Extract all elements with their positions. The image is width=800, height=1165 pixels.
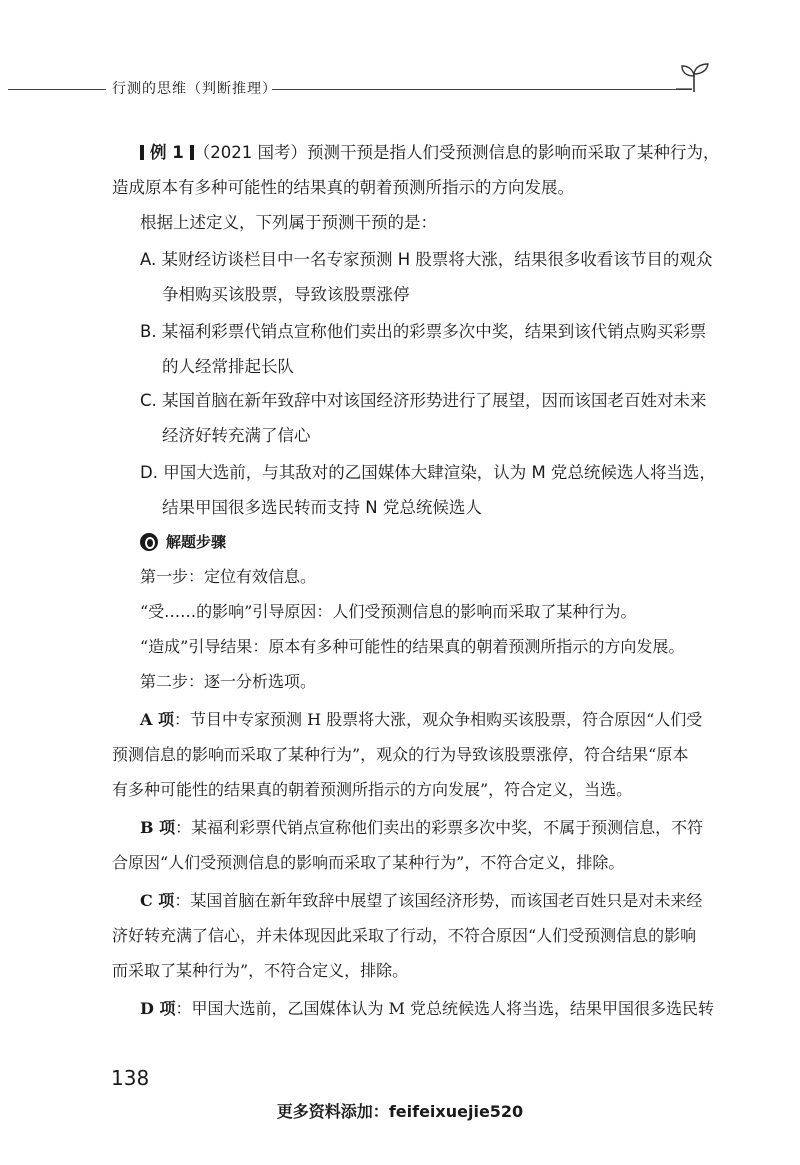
- analysis-a-line-2: 预测信息的影响而采取了某种行为”，观众的行为导致该股票涨停，符合结果“原本: [112, 745, 689, 764]
- header-rule-left: [8, 89, 106, 90]
- analysis-a-line-3: 有多种可能性的结果真的朝着预测所指示的方向发展”，符合定义，当选。: [112, 780, 633, 799]
- analysis-c-line-2: 济好转充满了信心，并未体现因此采取了行动，不符合原因“人们受预测信息的影响: [112, 926, 697, 945]
- analysis-d-line-1: D 项：甲国大选前，乙国媒体认为 M 党总统候选人将当选，结果甲国很多选民转: [140, 999, 715, 1018]
- example-stem-line-1: [140, 143, 719, 163]
- option-b-line-2: 的人经常排起长队: [162, 357, 294, 376]
- header-rule-right: [272, 89, 692, 90]
- analysis-c-label: C 项: [140, 891, 175, 910]
- step-two: 第二步：逐一分析选项。: [140, 672, 317, 691]
- step-one: 第一步：定位有效信息。: [140, 567, 317, 586]
- result-note: “造成”引导结果：原本有多种可能性的结果真的朝着预测所指示的方向发展。: [140, 637, 685, 656]
- example-stem-line-2: 造成原本有多种可能性的结果真的朝着预测所指示的方向发展。: [112, 178, 574, 197]
- option-c-line-1: C. 某国首脑在新年致辞中对该国经济形势进行了展望，因而该国老百姓对未来: [140, 391, 707, 410]
- sprout-icon: [676, 60, 712, 94]
- page-number: 138: [111, 1066, 150, 1090]
- option-a-line-1: A. 某财经访谈栏目中一名专家预测 H 股票将大涨，结果很多收看该节目的观众: [140, 250, 713, 269]
- example-label: 例 1: [150, 143, 184, 162]
- question-prompt: 根据上述定义，下列属于预测干预的是：: [140, 213, 437, 232]
- analysis-c-line-1: C 项：某国首脑在新年致辞中展望了该国经济形势，而该国老百姓只是对未来经: [140, 891, 703, 910]
- analysis-c-line-3: 而采取了某种行为”，不符合定义，排除。: [112, 961, 409, 980]
- cause-note: “受……的影响”引导原因：人们受预测信息的影响而采取了某种行为。: [140, 602, 637, 621]
- option-c-line-2: 经济好转充满了信心: [162, 426, 311, 445]
- footer-note: [0, 1099, 800, 1122]
- option-d-line-1: D. 甲国大选前，与其敌对的乙国媒体大肆渲染，认为 M 党总统候选人将当选，: [140, 463, 716, 482]
- option-d-line-2: 结果甲国很多选民转而支持 N 党总统候选人: [162, 498, 482, 517]
- analysis-b-line-1: B 项：某福利彩票代销点宣称他们卖出的彩票多次中奖，不属于预测信息，不符: [140, 818, 704, 837]
- analysis-b-line-2: 合原因“人们受预测信息的影响而采取了某种行为”，不符合定义，排除。: [112, 853, 625, 872]
- solution-steps-icon: [140, 533, 158, 551]
- option-a-line-2: 争相购买该股票，导致该股票涨停: [162, 285, 410, 304]
- analysis-d-label: D 项: [140, 999, 176, 1018]
- solution-heading: 解题步骤: [166, 533, 227, 551]
- option-b-line-1: B. 某福利彩票代销点宣称他们卖出的彩票多次中奖，结果到该代销点购买彩票: [140, 322, 707, 341]
- analysis-b-label: B 项: [140, 818, 176, 837]
- running-header-title: 行测的思维（判断推理）: [112, 81, 277, 97]
- analysis-a-line-1: A 项：节目中专家预测 H 股票将大涨，观众争相购买该股票，符合原因“人们受: [140, 710, 703, 729]
- analysis-a-label: A 项: [140, 710, 174, 729]
- footer-code: feifeixuejie520: [388, 1102, 524, 1121]
- example-stem-text-1: （2021 国考）预测干预是指人们受预测信息的影响而采取了某种行为，: [193, 143, 720, 162]
- footer-label: 更多资料添加：: [276, 1102, 389, 1121]
